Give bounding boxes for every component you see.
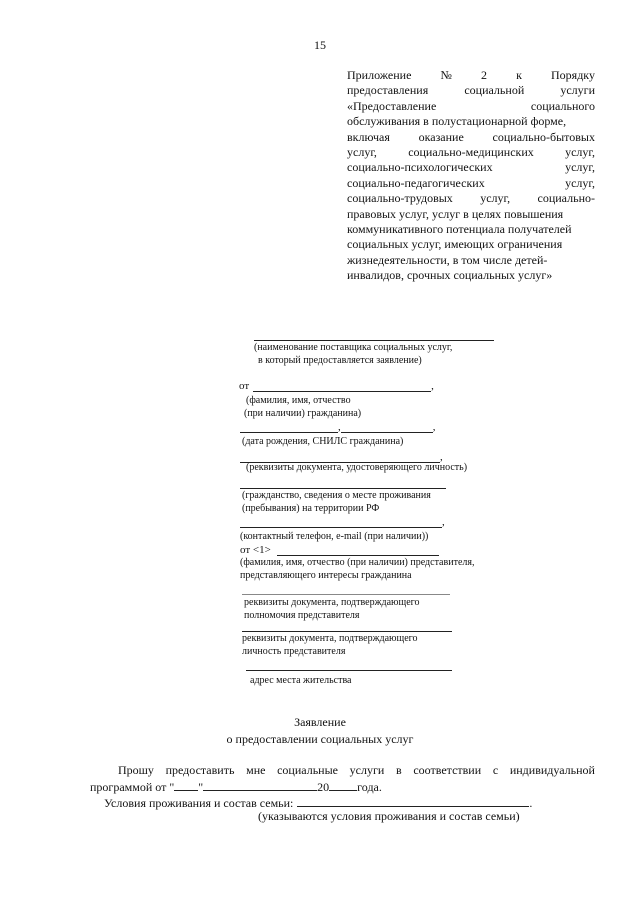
appendix-word: услуг, [347, 145, 377, 160]
appendix-note [347, 68, 595, 284]
statement-subtitle: о предоставлении социальных услуг [226, 732, 414, 746]
citizenship-field[interactable] [240, 488, 446, 489]
appendix-word: услуг, [565, 145, 595, 160]
period: . [529, 796, 533, 810]
statement-title: Заявление [294, 715, 346, 729]
request-word: с [492, 763, 499, 777]
appendix-word: социального [530, 98, 595, 113]
caption-line: представляющего интересы гражданина [240, 569, 412, 581]
appendix-word: социально-трудовых [347, 191, 453, 206]
request-word: индивидуальной [509, 763, 595, 777]
appendix-word: к [516, 68, 522, 82]
representative-fio-row [240, 543, 439, 556]
representative-caption [240, 557, 474, 582]
caption-line: реквизиты документа, подтверждающего [242, 633, 418, 644]
citizenship-caption [242, 490, 431, 515]
request-line-1 [90, 763, 595, 778]
representative-authority-field[interactable] [242, 594, 450, 595]
appendix-word: социально-медицинских [408, 145, 534, 160]
address-caption: адрес места жительства [250, 675, 352, 686]
quote-mark: " [198, 780, 204, 794]
appendix-line [347, 68, 595, 83]
from-label: от [239, 380, 250, 392]
appendix-line [347, 191, 595, 206]
fio-caption [244, 395, 361, 420]
comma: , [431, 380, 434, 392]
applicant-fio-row [239, 379, 434, 392]
request-word: в [396, 763, 402, 777]
appendix-word: включая [347, 129, 390, 144]
appendix-word: «Предоставление [347, 98, 437, 113]
request-word: Прошу [118, 763, 154, 777]
appendix-word: правовых услуг, услуг в целях повышения [347, 206, 564, 221]
request-word: социальные [277, 763, 338, 777]
id-document-caption: (реквизиты документа, удостоверяющего личность) [246, 462, 468, 473]
birth-snils-caption: (дата рождения, СНИЛС гражданина) [242, 436, 404, 447]
program-year-field[interactable] [329, 779, 357, 791]
birth-snils-row [240, 420, 436, 433]
appendix-word: обслуживания в полустационарной форме, [347, 114, 567, 129]
appendix-line [347, 145, 595, 160]
appendix-word: № [440, 68, 452, 82]
contact-field[interactable] [240, 515, 442, 528]
program-month-field[interactable] [203, 779, 317, 791]
appendix-line [347, 83, 595, 98]
representative-authority-caption [244, 597, 420, 622]
caption-line: полномочия представителя [244, 609, 360, 621]
appendix-word: 2 [481, 68, 488, 82]
provider-caption [254, 342, 452, 367]
year-prefix: 20 [317, 780, 330, 794]
appendix-line [347, 237, 595, 252]
conditions-field[interactable] [297, 795, 529, 807]
address-field[interactable] [246, 670, 452, 671]
caption-line: в который предоставляется заявление) [258, 354, 422, 366]
page-number: 15 [314, 38, 326, 52]
caption-line: (фамилия, имя, отчество (при наличии) представителя, [240, 557, 475, 568]
representative-identity-caption [242, 633, 418, 658]
appendix-word: социальной [464, 83, 525, 98]
appendix-word: социально-педагогических [347, 175, 485, 190]
appendix-word: коммуникативного потенциала получателей [347, 222, 572, 237]
appendix-word: социально- [537, 191, 595, 206]
request-line-2 [90, 779, 382, 795]
year-suffix: года. [357, 780, 382, 794]
appendix-line [347, 114, 595, 129]
request-word: услуги [349, 763, 385, 777]
appendix-line [347, 207, 595, 222]
appendix-word: жизнедеятельности, в том числе детей- [347, 252, 548, 267]
appendix-word: услуги [560, 83, 595, 98]
representative-fio-field[interactable] [277, 543, 439, 556]
appendix-word: услуг, [565, 160, 595, 175]
program-day-field[interactable] [174, 779, 198, 791]
conditions-caption: (указываются условия проживания и состав семьи) [258, 809, 520, 823]
comma: , [432, 421, 436, 433]
caption-line: реквизиты документа, подтверждающего [244, 597, 420, 608]
appendix-line [347, 222, 595, 237]
caption-line: (наименование поставщика социальных услуг, [254, 342, 453, 353]
appendix-line [347, 99, 595, 114]
caption-line: (фамилия, имя, отчество [246, 395, 351, 406]
appendix-word: Приложение [347, 68, 412, 82]
applicant-fio-field[interactable] [253, 379, 431, 392]
appendix-line [347, 268, 595, 283]
request-word: предоставить [165, 763, 235, 777]
conditions-label: Условия проживания и состав семьи: [104, 796, 294, 810]
comma: , [442, 516, 445, 528]
caption-line: (гражданство, сведения о месте проживания [242, 490, 431, 501]
request-word: соответствии [413, 763, 482, 777]
birth-date-field[interactable] [240, 420, 338, 433]
comma: , [440, 451, 443, 463]
appendix-word: предоставления [347, 83, 429, 98]
contact-caption: (контактный телефон, e-mail (при наличии)) [240, 531, 429, 542]
appendix-word: услуг, [480, 191, 511, 206]
appendix-word: Порядку [551, 68, 595, 82]
appendix-word: социально-психологических [347, 160, 493, 175]
provider-name-field[interactable] [254, 340, 494, 341]
contact-row [240, 515, 445, 528]
appendix-word: услуг, [565, 175, 595, 190]
representative-identity-field[interactable] [242, 631, 452, 632]
appendix-line [347, 130, 595, 145]
appendix-line [347, 253, 595, 268]
appendix-word: социальных услуг, имеющих ограничения [347, 237, 563, 252]
caption-line: (пребывания) на территории РФ [242, 502, 380, 514]
caption-line: личность представителя [242, 645, 346, 657]
appendix-word: социально-бытовых [492, 129, 595, 144]
program-from-label: программой от " [90, 780, 175, 794]
appendix-line [347, 160, 595, 175]
snils-field[interactable] [341, 420, 433, 433]
appendix-word: инвалидов, срочных социальных услуг» [347, 268, 553, 283]
appendix-word: оказание [418, 129, 464, 144]
appendix-line [347, 176, 595, 191]
request-word: мне [246, 763, 266, 777]
comma: , [338, 421, 341, 433]
from-footnote-label: от <1> [240, 544, 271, 556]
caption-line: (при наличии) гражданина) [244, 407, 362, 419]
